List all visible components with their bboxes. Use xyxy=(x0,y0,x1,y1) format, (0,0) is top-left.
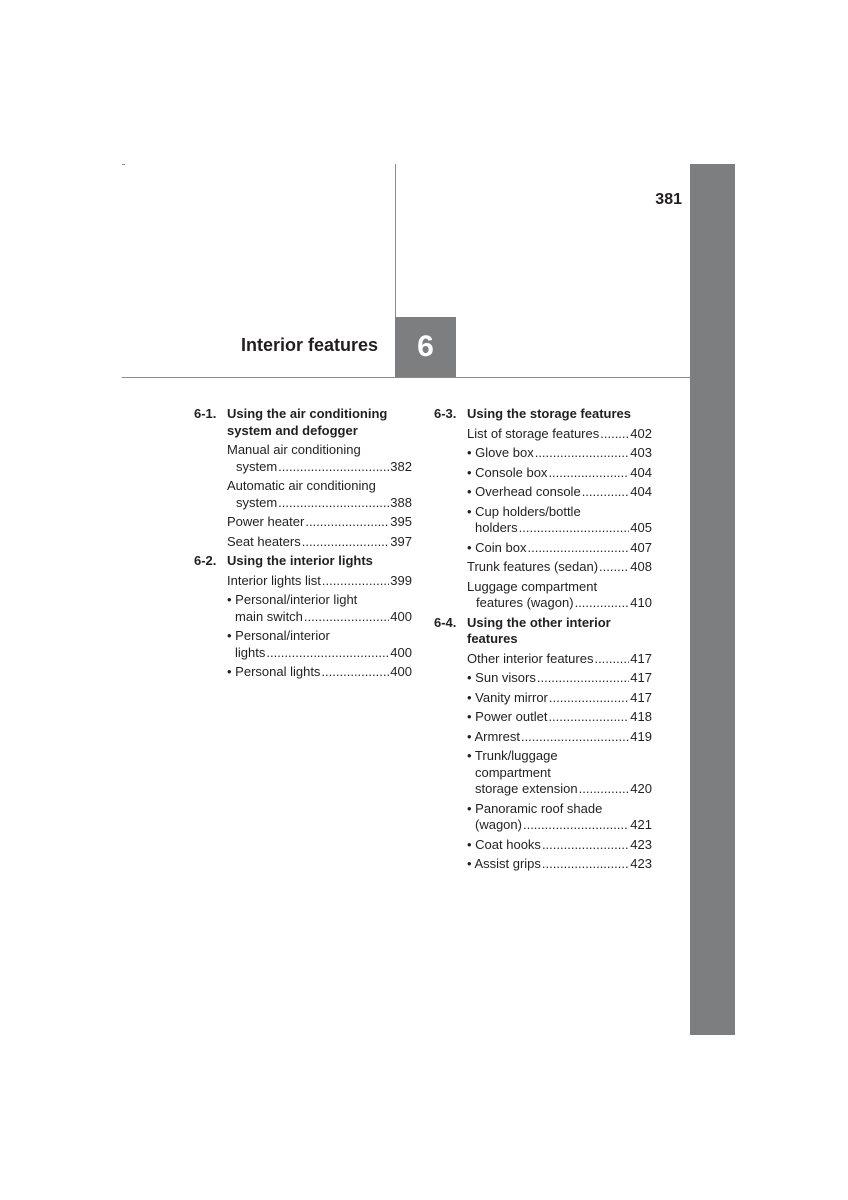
chapter-title: Interior features xyxy=(240,335,378,355)
entry-title: • Coat hooks xyxy=(467,836,541,852)
entry-title: Seat heaters xyxy=(227,533,301,549)
section-number: 6-4. xyxy=(434,614,457,630)
page-ref[interactable]: 399 xyxy=(390,572,412,588)
toc-entry[interactable] xyxy=(434,801,652,834)
entry-line xyxy=(467,465,652,482)
dot-leader xyxy=(548,709,629,726)
entry-line xyxy=(467,856,652,873)
toc-entry[interactable] xyxy=(434,559,652,576)
dot-leader xyxy=(579,781,630,798)
corner-mark xyxy=(122,164,125,165)
entry-title: • Armrest xyxy=(467,728,520,744)
page-ref[interactable]: 408 xyxy=(630,559,652,574)
page-ref[interactable]: 403 xyxy=(630,445,652,460)
toc-entry[interactable] xyxy=(434,540,652,557)
entry-title: • Glove box xyxy=(467,445,534,460)
entry-line xyxy=(227,459,412,476)
entry-line xyxy=(467,445,652,462)
toc-entry[interactable] xyxy=(194,442,412,475)
dot-leader xyxy=(523,817,629,834)
toc-entry[interactable] xyxy=(434,709,652,726)
dot-leader xyxy=(594,651,629,668)
page-ref[interactable]: 404 xyxy=(630,464,652,480)
toc-entry[interactable] xyxy=(434,504,652,537)
dot-leader xyxy=(521,729,629,746)
page-ref[interactable]: 419 xyxy=(630,728,652,744)
toc-entry[interactable] xyxy=(434,856,652,873)
entry-title: system xyxy=(236,458,278,474)
page-ref[interactable]: 420 xyxy=(630,781,652,796)
toc-entry[interactable] xyxy=(434,690,652,707)
entry-title: • Personal/interior xyxy=(227,628,330,643)
dot-leader xyxy=(527,540,629,557)
toc-entry[interactable] xyxy=(194,664,412,681)
dot-leader xyxy=(535,445,630,462)
section-number: 6-3. xyxy=(434,406,457,421)
entry-title: • Overhead console xyxy=(467,484,581,499)
entry-line xyxy=(467,595,652,612)
page-ref[interactable]: 423 xyxy=(630,856,652,871)
section-title: system and defogger xyxy=(227,422,358,438)
entry-title: main switch xyxy=(235,608,303,624)
entry-title: Trunk features (sedan) xyxy=(467,559,599,574)
toc-entry[interactable] xyxy=(434,579,652,612)
dot-leader xyxy=(537,670,629,687)
toc-section xyxy=(194,406,412,439)
toc-section xyxy=(434,615,652,648)
entry-title: • Power outlet xyxy=(467,709,548,724)
dot-leader xyxy=(322,573,389,590)
page-ref[interactable]: 423 xyxy=(630,836,652,852)
section-number: 6-2. xyxy=(194,553,217,568)
toc-entry[interactable] xyxy=(434,651,652,668)
entry-title: • Vanity mirror xyxy=(467,689,548,705)
entry-title: • Trunk/luggage xyxy=(467,748,558,763)
entry-line xyxy=(467,540,652,557)
entry-line xyxy=(227,573,412,590)
dot-leader xyxy=(278,495,389,512)
entry-title: system xyxy=(236,494,278,510)
entry-title: • Cup holders/bottle xyxy=(467,503,581,519)
toc-entry[interactable] xyxy=(194,592,412,625)
entry-title: Luggage compartment xyxy=(467,578,598,594)
entry-title: • Sun visors xyxy=(467,670,536,685)
toc-right-column xyxy=(434,406,652,876)
page-ref[interactable]: 421 xyxy=(630,817,652,832)
entry-title: • Personal/interior light xyxy=(227,592,358,607)
dot-leader xyxy=(302,534,390,551)
entry-title: Other interior features xyxy=(467,650,594,666)
chapter-thumb-tab xyxy=(690,164,735,1035)
page-ref[interactable]: 404 xyxy=(630,484,652,499)
section-title: Using the interior lights xyxy=(227,553,373,568)
page-ref[interactable]: 417 xyxy=(630,670,652,685)
toc-entry[interactable] xyxy=(194,534,412,551)
page-ref[interactable]: 418 xyxy=(630,709,652,724)
horizontal-rule xyxy=(122,377,690,378)
dot-leader xyxy=(542,837,629,854)
entry-line xyxy=(227,664,412,681)
entry-line xyxy=(467,729,652,746)
page-ref[interactable]: 395 xyxy=(390,514,412,529)
chapter-number: 6 xyxy=(417,330,434,363)
toc-entry[interactable] xyxy=(194,573,412,590)
page-ref[interactable]: 382 xyxy=(390,458,412,474)
toc-entry[interactable] xyxy=(434,465,652,482)
page-ref[interactable]: 405 xyxy=(630,520,652,535)
toc-entry[interactable] xyxy=(434,670,652,687)
dot-leader xyxy=(266,645,389,662)
entry-line xyxy=(467,837,652,854)
page-ref[interactable]: 400 xyxy=(390,608,412,624)
entry-line xyxy=(227,534,412,551)
toc-entry[interactable] xyxy=(194,628,412,661)
entry-line xyxy=(235,645,412,662)
entry-line xyxy=(227,495,412,512)
entry-title: lights xyxy=(235,644,266,660)
dot-leader xyxy=(582,484,630,501)
entry-line xyxy=(467,670,652,687)
dot-leader xyxy=(548,465,629,482)
entry-title: Automatic air conditioning xyxy=(227,478,376,493)
entry-title: (wagon) xyxy=(475,817,522,832)
entry-line xyxy=(467,709,652,726)
toc-section xyxy=(434,406,652,423)
entry-title: Interior lights list xyxy=(227,572,321,588)
entry-title: holders xyxy=(475,520,518,535)
toc-left-column xyxy=(194,406,412,684)
page-ref[interactable]: 417 xyxy=(630,650,652,666)
vertical-rule xyxy=(395,164,396,318)
chapter-number-box xyxy=(395,317,456,377)
page-ref[interactable]: 407 xyxy=(630,539,652,555)
dot-leader xyxy=(549,690,629,707)
dot-leader xyxy=(321,664,389,681)
page-ref[interactable]: 388 xyxy=(390,494,412,510)
page-ref[interactable]: 410 xyxy=(630,595,652,610)
entry-title: compartment xyxy=(475,764,551,780)
dot-leader xyxy=(599,559,629,576)
entry-line xyxy=(475,817,652,834)
entry-title: • Coin box xyxy=(467,539,527,555)
section-number: 6-1. xyxy=(194,406,217,421)
entry-title: • Personal lights xyxy=(227,664,321,679)
toc-entry[interactable] xyxy=(434,837,652,854)
entry-line xyxy=(467,690,652,707)
toc-entry[interactable] xyxy=(194,478,412,511)
section-title: Using the other interior xyxy=(467,614,611,630)
section-title: features xyxy=(467,631,518,646)
page-ref[interactable]: 400 xyxy=(390,664,412,679)
section-title: Using the storage features xyxy=(467,406,631,421)
entry-line xyxy=(467,484,652,501)
toc-entry[interactable] xyxy=(434,484,652,501)
dot-leader xyxy=(600,426,629,443)
toc-entry[interactable] xyxy=(194,514,412,531)
page-number: 381 xyxy=(655,191,682,208)
entry-line xyxy=(475,781,652,798)
entry-title: storage extension xyxy=(475,781,578,796)
toc-entry[interactable] xyxy=(434,426,652,443)
dot-leader xyxy=(575,595,630,612)
entry-line xyxy=(467,651,652,668)
entry-title: • Assist grips xyxy=(467,856,541,871)
entry-line xyxy=(227,514,412,531)
dot-leader xyxy=(305,514,389,531)
toc-entry[interactable] xyxy=(434,729,652,746)
page-ref[interactable]: 397 xyxy=(390,533,412,549)
entry-title: features (wagon) xyxy=(476,595,574,610)
toc-entry[interactable] xyxy=(434,748,652,798)
entry-line xyxy=(235,609,412,626)
entry-line xyxy=(475,520,652,537)
toc-section xyxy=(194,553,412,570)
section-title: Using the air conditioning xyxy=(227,406,388,421)
toc-entry[interactable] xyxy=(434,445,652,462)
entry-title: • Console box xyxy=(467,464,548,480)
entry-title: Manual air conditioning xyxy=(227,442,361,457)
entry-title: Power heater xyxy=(227,514,305,529)
dot-leader xyxy=(542,856,629,873)
page-ref[interactable]: 400 xyxy=(390,644,412,660)
page-ref[interactable]: 402 xyxy=(630,425,652,441)
page-ref[interactable]: 417 xyxy=(630,689,652,705)
dot-leader xyxy=(519,520,630,537)
entry-line xyxy=(467,559,652,576)
entry-title: • Panoramic roof shade xyxy=(467,800,603,816)
dot-leader xyxy=(278,459,389,476)
dot-leader xyxy=(304,609,389,626)
entry-title: List of storage features xyxy=(467,425,600,441)
entry-line xyxy=(467,426,652,443)
